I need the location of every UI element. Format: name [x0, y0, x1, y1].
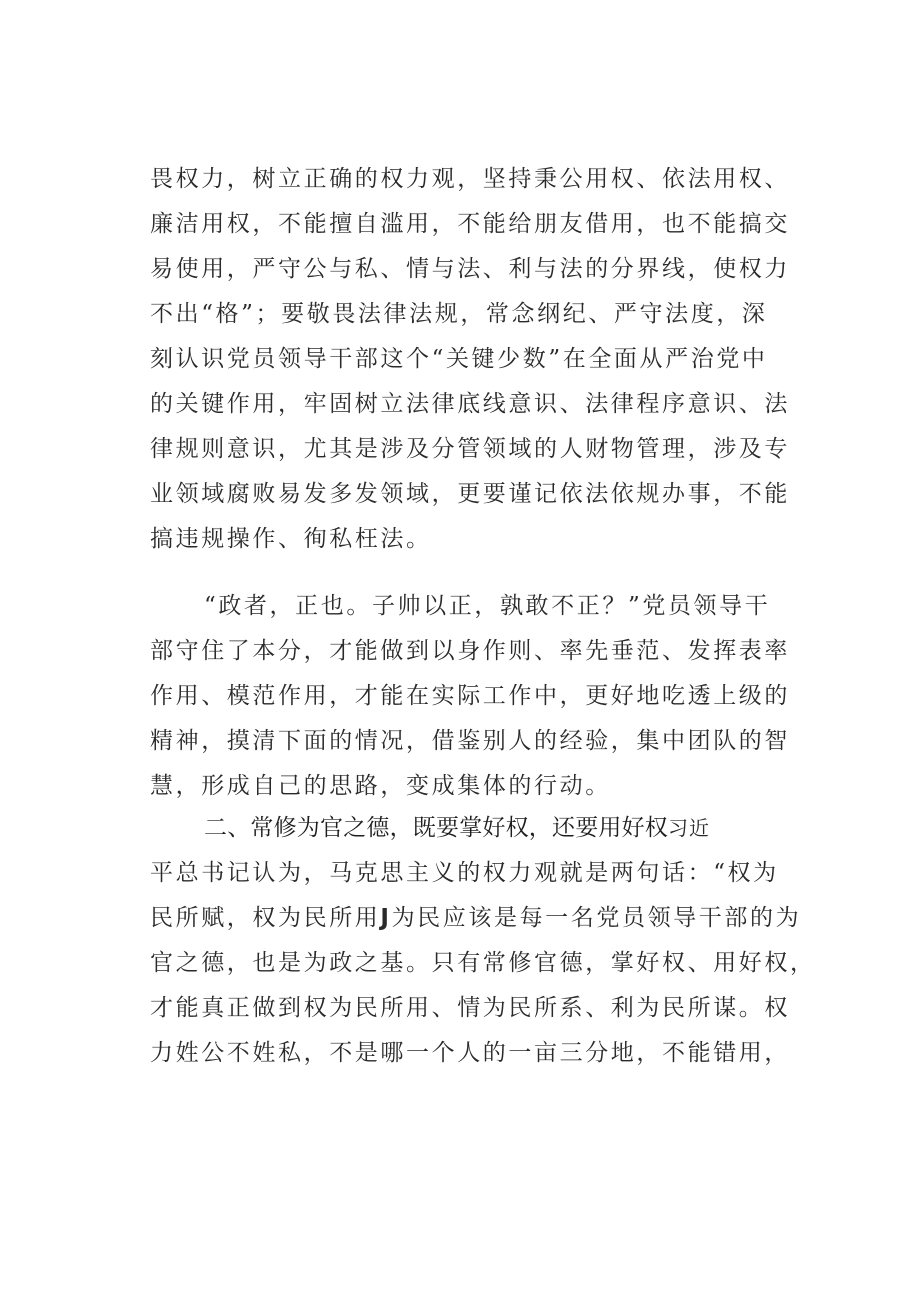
text-line: 官之德，也是为政之基。只有常修官德，掌好权、用好权， [150, 950, 816, 976]
text-line: 不出“格”；要敬畏法律法规，常念纲纪、严守法度，深 [150, 301, 768, 327]
text-line: 律规则意识，尤其是涉及分管领域的人财物管理，涉及专 [150, 436, 790, 462]
section-heading: 二、常修为官之德，既要掌好权，还要用好权 [204, 815, 668, 841]
text-line: 廉洁用权，不能擅自滥用，不能给朋友借用，也不能搞交 [150, 211, 790, 237]
text-line: 刻认识党员领导干部这个“关键少数”在全面从严治党中 [150, 346, 768, 372]
text-line: 慧，形成自己的思路，变成集体的行动。 [150, 773, 611, 799]
text-line-with-glyph [150, 896, 802, 941]
text-segment: 为民应该是每一名党员领导干部的为 [391, 905, 802, 931]
text-segment: 民所赋，权为民所用 [150, 905, 381, 931]
paragraph-3 [150, 806, 816, 1076]
paragraph-1 [150, 157, 790, 562]
text-line: 的关键作用，牢固树立法律底线意识、法律程序意识、法 [150, 391, 790, 417]
text-line: 才能真正做到权为民所用、情为民所系、利为民所谋。权 [150, 995, 790, 1021]
heading-tail-text: 习近 [668, 816, 710, 840]
text-line: 业领域腐败易发多发领域，更要谨记依法依规办事，不能 [150, 481, 790, 507]
text-line: 力姓公不姓私，不是哪一个人的一亩三分地，不能错用， [150, 1040, 790, 1066]
text-line: 部守住了本分，才能做到以身作则、率先垂范、发挥表率 [150, 638, 790, 664]
glyph-j: J [380, 905, 392, 931]
paragraph-2 [150, 584, 790, 809]
text-line: 精神，摸清下面的情况，借鉴别人的经验，集中团队的智 [150, 728, 790, 754]
text-line: 搞违规操作、徇私枉法。 [150, 526, 432, 552]
text-line: 畏权力，树立正确的权力观，坚持秉公用权、依法用权、 [150, 166, 790, 192]
text-line: 作用、模范作用，才能在实际工作中，更好地吃透上级的 [150, 683, 790, 709]
text-line: 平总书记认为，马克思主义的权力观就是两句话：“权为 [150, 860, 779, 886]
text-line: 易使用，严守公与私、情与法、利与法的分界线，使权力 [150, 256, 790, 282]
text-line: “政者，正也。子帅以正，孰敢不正？”党员领导干 [204, 593, 771, 619]
section-heading-line [150, 806, 780, 851]
